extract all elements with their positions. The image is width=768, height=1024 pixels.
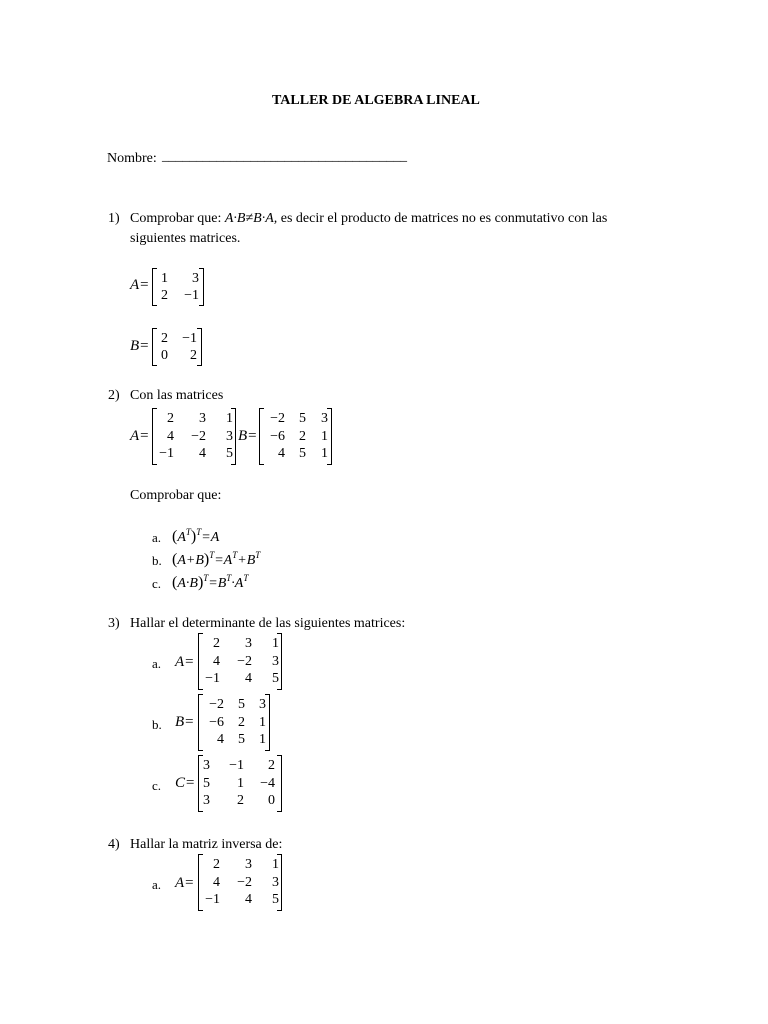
- matrix-cell: 4: [213, 653, 220, 669]
- q1-matrix-b-label: B=: [130, 338, 150, 354]
- q2-item-c-formula: $(A\cdot B)^T=B^T\cdot A^T$: [172, 573, 249, 591]
- matrix-cell: −1: [159, 446, 174, 462]
- right-bracket: [277, 755, 282, 812]
- question-1-formula: A·B≠B·A,: [224, 211, 278, 226]
- q2-item-b-formula: $(A+B)^T=A^T+B^T$: [172, 550, 261, 568]
- question-1-text-line2: siguientes matrices.: [130, 231, 241, 246]
- matrix-cell: 4: [245, 892, 252, 908]
- q1-matrix-a-label: A=: [130, 277, 150, 293]
- matrix-cell: −2: [237, 874, 252, 890]
- right-bracket: [199, 268, 204, 306]
- matrix-cell: 1: [259, 714, 266, 730]
- matrix-cell: 0: [268, 793, 275, 809]
- q3-matrix-b-label: B=: [175, 714, 195, 730]
- matrix-cell: −2: [270, 410, 285, 426]
- matrix-cell: 3: [203, 757, 210, 773]
- matrix-cell: 4: [167, 428, 174, 444]
- q4-item-a-letter: a.: [152, 877, 162, 892]
- right-bracket: [197, 328, 202, 366]
- matrix-cell: 3: [226, 428, 233, 444]
- matrix-cell: 1: [237, 775, 244, 791]
- q4-matrix-a-label: A=: [175, 875, 195, 891]
- question-2-number: 2): [108, 388, 120, 403]
- q2-item-c-letter: c.: [152, 576, 162, 591]
- matrix-cell: 4: [245, 671, 252, 687]
- matrix-cell: 3: [321, 410, 328, 426]
- q2-item-a-formula: $(A^T)^T=A$: [172, 527, 220, 545]
- matrix-cell: 4: [278, 446, 285, 462]
- q3-matrix-a-label: A=: [175, 654, 195, 670]
- matrix-cell: −1: [205, 671, 220, 687]
- matrix-cell: 2: [299, 428, 306, 444]
- q3-matrix-c-label: C=: [175, 775, 196, 791]
- matrix-cell: 3: [203, 793, 210, 809]
- matrix-cell: 1: [259, 732, 266, 748]
- matrix-cell: 3: [192, 270, 199, 286]
- q1-matrix-a: [152, 268, 204, 306]
- matrix-cell: 2: [268, 757, 275, 773]
- matrix-cell: 1: [321, 428, 328, 444]
- q2-matrix-a-label: A=: [130, 428, 150, 444]
- matrix-cell: 0: [161, 347, 168, 363]
- question-4-text: Hallar la matriz inversa de:: [130, 837, 283, 852]
- matrix-cell: 3: [245, 635, 252, 651]
- matrix-cell: 5: [272, 671, 279, 687]
- matrix-cell: 4: [217, 732, 224, 748]
- question-1-text: [130, 211, 607, 227]
- nombre-line: ____________________________________: [162, 149, 407, 164]
- q1-matrix-b: [152, 328, 202, 366]
- nombre-label: Nombre:: [107, 151, 157, 166]
- matrix-cell: 4: [213, 874, 220, 890]
- question-1-number: 1): [108, 211, 120, 226]
- matrix-cell: −1: [184, 287, 199, 303]
- q2-matrix-b: [259, 408, 332, 465]
- matrix-cell: 3: [245, 856, 252, 872]
- matrix-cell: 2: [213, 635, 220, 651]
- q3-item-c-letter: c.: [152, 778, 162, 793]
- matrix-cell: 4: [199, 446, 206, 462]
- matrix-cell: −2: [191, 428, 206, 444]
- matrix-cell: −2: [209, 696, 224, 712]
- matrix-cell: −1: [205, 892, 220, 908]
- q3-item-a-letter: a.: [152, 656, 162, 671]
- matrix-cell: 2: [238, 714, 245, 730]
- question-4-number: 4): [108, 837, 120, 852]
- matrix-cell: 5: [238, 696, 245, 712]
- document-title: TALLER DE ALGEBRA LINEAL: [272, 93, 480, 108]
- matrix-cell: 5: [272, 892, 279, 908]
- q3-matrix-b: [198, 694, 270, 751]
- matrix-cell: −1: [229, 757, 244, 773]
- matrix-cell: 3: [199, 410, 206, 426]
- question-3-number: 3): [108, 616, 120, 631]
- q2-matrix-a: [152, 408, 236, 465]
- question-1-text-start: Comprobar que:: [130, 211, 222, 226]
- matrix-cell: 1: [226, 410, 233, 426]
- q2-item-b-letter: b.: [152, 553, 162, 568]
- q3-matrix-a: [198, 633, 282, 690]
- q2-matrix-b-label: B=: [238, 428, 258, 444]
- matrix-cell: 3: [272, 653, 279, 669]
- matrix-cell: 3: [259, 696, 266, 712]
- matrix-cell: 1: [272, 856, 279, 872]
- q3-item-b-letter: b.: [152, 717, 162, 732]
- matrix-cell: 5: [299, 446, 306, 462]
- matrix-cell: 2: [213, 856, 220, 872]
- matrix-cell: 1: [161, 270, 168, 286]
- matrix-cell: 2: [161, 330, 168, 346]
- matrix-cell: 5: [203, 775, 210, 791]
- q3-matrix-c: [198, 755, 282, 812]
- matrix-cell: −2: [237, 653, 252, 669]
- question-1-text-end: es decir el producto de matrices no es conmutativo con las: [280, 211, 608, 226]
- matrix-cell: 2: [167, 410, 174, 426]
- matrix-cell: −6: [209, 714, 224, 730]
- matrix-cell: 1: [272, 635, 279, 651]
- matrix-cell: 5: [299, 410, 306, 426]
- matrix-cell: 5: [226, 446, 233, 462]
- matrix-cell: 2: [237, 793, 244, 809]
- matrix-cell: 2: [190, 347, 197, 363]
- question-3-text: Hallar el determinante de las siguientes matrices:: [130, 616, 406, 631]
- matrix-cell: 3: [272, 874, 279, 890]
- matrix-cell: 1: [321, 446, 328, 462]
- question-2-text: Con las matrices: [130, 388, 224, 403]
- matrix-cell: −4: [260, 775, 275, 791]
- matrix-cell: 5: [238, 732, 245, 748]
- q2-item-a-letter: a.: [152, 530, 162, 545]
- q4-matrix-a: [198, 854, 282, 911]
- question-2-comprobar: Comprobar que:: [130, 488, 222, 503]
- matrix-cell: −1: [182, 330, 197, 346]
- matrix-cell: 2: [161, 287, 168, 303]
- matrix-cell: −6: [270, 428, 285, 444]
